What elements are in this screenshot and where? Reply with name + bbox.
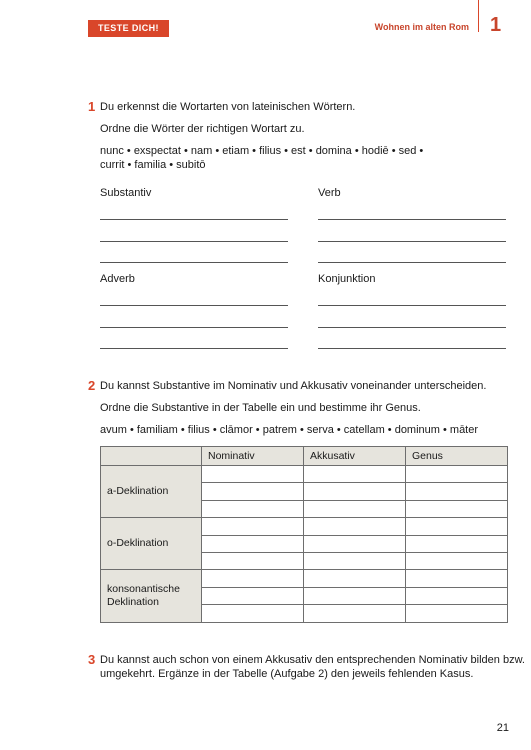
table-cell[interactable] xyxy=(304,500,406,517)
answer-line[interactable] xyxy=(100,262,288,263)
chapter-title: Wohnen im alten Rom xyxy=(374,22,469,32)
table-cell[interactable] xyxy=(202,500,304,517)
table-cell[interactable] xyxy=(304,553,406,570)
answer-line[interactable] xyxy=(100,327,288,328)
task3-number: 3 xyxy=(88,652,96,667)
category-adverb: Adverb xyxy=(100,273,135,285)
answer-line[interactable] xyxy=(318,327,506,328)
task1-instruction: Du erkennst die Wortarten von lateinischen Wörtern. xyxy=(100,101,356,113)
table-cell[interactable] xyxy=(202,570,304,587)
table-cell[interactable] xyxy=(406,465,508,482)
table-cell[interactable] xyxy=(202,465,304,482)
task1-word-list-line1: nunc • exspectat • nam • etiam • filius • est • domina • hodiē • sed • xyxy=(100,145,424,157)
table-cell[interactable] xyxy=(202,483,304,500)
table-cell[interactable] xyxy=(406,570,508,587)
table-cell[interactable] xyxy=(304,535,406,552)
answer-line[interactable] xyxy=(318,348,506,349)
table-cell[interactable] xyxy=(406,587,508,604)
answer-line[interactable] xyxy=(100,241,288,242)
table-cell[interactable] xyxy=(304,518,406,535)
task2-word-list: avum • familiam • filius • clāmor • patrem • serva • catellam • dominum • māter xyxy=(100,424,479,436)
table-cell[interactable] xyxy=(304,465,406,482)
table-cell[interactable] xyxy=(304,483,406,500)
task3-instruction-line1: Du kannst auch schon von einem Akkusativ den entsprechenden Nominativ bilden bzw. xyxy=(100,654,525,666)
table-cell[interactable] xyxy=(202,605,304,623)
answer-line[interactable] xyxy=(318,262,506,263)
task1-word-list-line2: currit • familia • subitō xyxy=(100,159,206,171)
table-cell[interactable] xyxy=(406,518,508,535)
table-cell[interactable] xyxy=(406,500,508,517)
row-label-o-deklination: o-Deklination xyxy=(101,518,202,570)
table-cell[interactable] xyxy=(304,570,406,587)
category-verb: Verb xyxy=(318,187,341,199)
category-substantiv: Substantiv xyxy=(100,187,152,199)
page-number: 21 xyxy=(496,722,509,734)
table-header-nominativ: Nominativ xyxy=(202,447,304,466)
chapter-number: 1 xyxy=(490,14,502,36)
answer-line[interactable] xyxy=(100,305,288,306)
table-header-akkusativ: Akkusativ xyxy=(304,447,406,466)
answer-line[interactable] xyxy=(318,219,506,220)
declension-table xyxy=(100,446,508,623)
table-cell[interactable] xyxy=(406,483,508,500)
task1-number: 1 xyxy=(88,99,96,114)
chapter-divider xyxy=(478,0,479,32)
table-cell[interactable] xyxy=(202,587,304,604)
answer-line[interactable] xyxy=(318,305,506,306)
table-header-empty xyxy=(101,447,202,466)
table-cell[interactable] xyxy=(202,535,304,552)
task2-number: 2 xyxy=(88,378,96,393)
table-cell[interactable] xyxy=(202,553,304,570)
table-cell[interactable] xyxy=(406,535,508,552)
table-cell[interactable] xyxy=(406,553,508,570)
answer-line[interactable] xyxy=(100,348,288,349)
teste-dich-badge: TESTE DICH! xyxy=(88,20,169,37)
answer-line[interactable] xyxy=(100,219,288,220)
table-cell[interactable] xyxy=(406,605,508,623)
task2-subinstruction: Ordne die Substantive in der Tabelle ein und bestimme ihr Genus. xyxy=(100,402,421,414)
table-cell[interactable] xyxy=(304,587,406,604)
table-header-genus: Genus xyxy=(406,447,508,466)
row-label-a-deklination: a-Deklination xyxy=(101,465,202,517)
task1-subinstruction: Ordne die Wörter der richtigen Wortart zu. xyxy=(100,123,305,135)
table-cell[interactable] xyxy=(304,605,406,623)
answer-line[interactable] xyxy=(318,241,506,242)
row-label-konsonantische-deklination: konsonantische Deklination xyxy=(101,570,202,623)
task2-instruction: Du kannst Substantive im Nominativ und Akkusativ voneinander unterscheiden. xyxy=(100,380,487,392)
table-cell[interactable] xyxy=(202,518,304,535)
task3-instruction-line2: umgekehrt. Ergänze in der Tabelle (Aufgabe 2) den jeweils fehlenden Kasus. xyxy=(100,668,474,680)
category-konjunktion: Konjunktion xyxy=(318,273,376,285)
